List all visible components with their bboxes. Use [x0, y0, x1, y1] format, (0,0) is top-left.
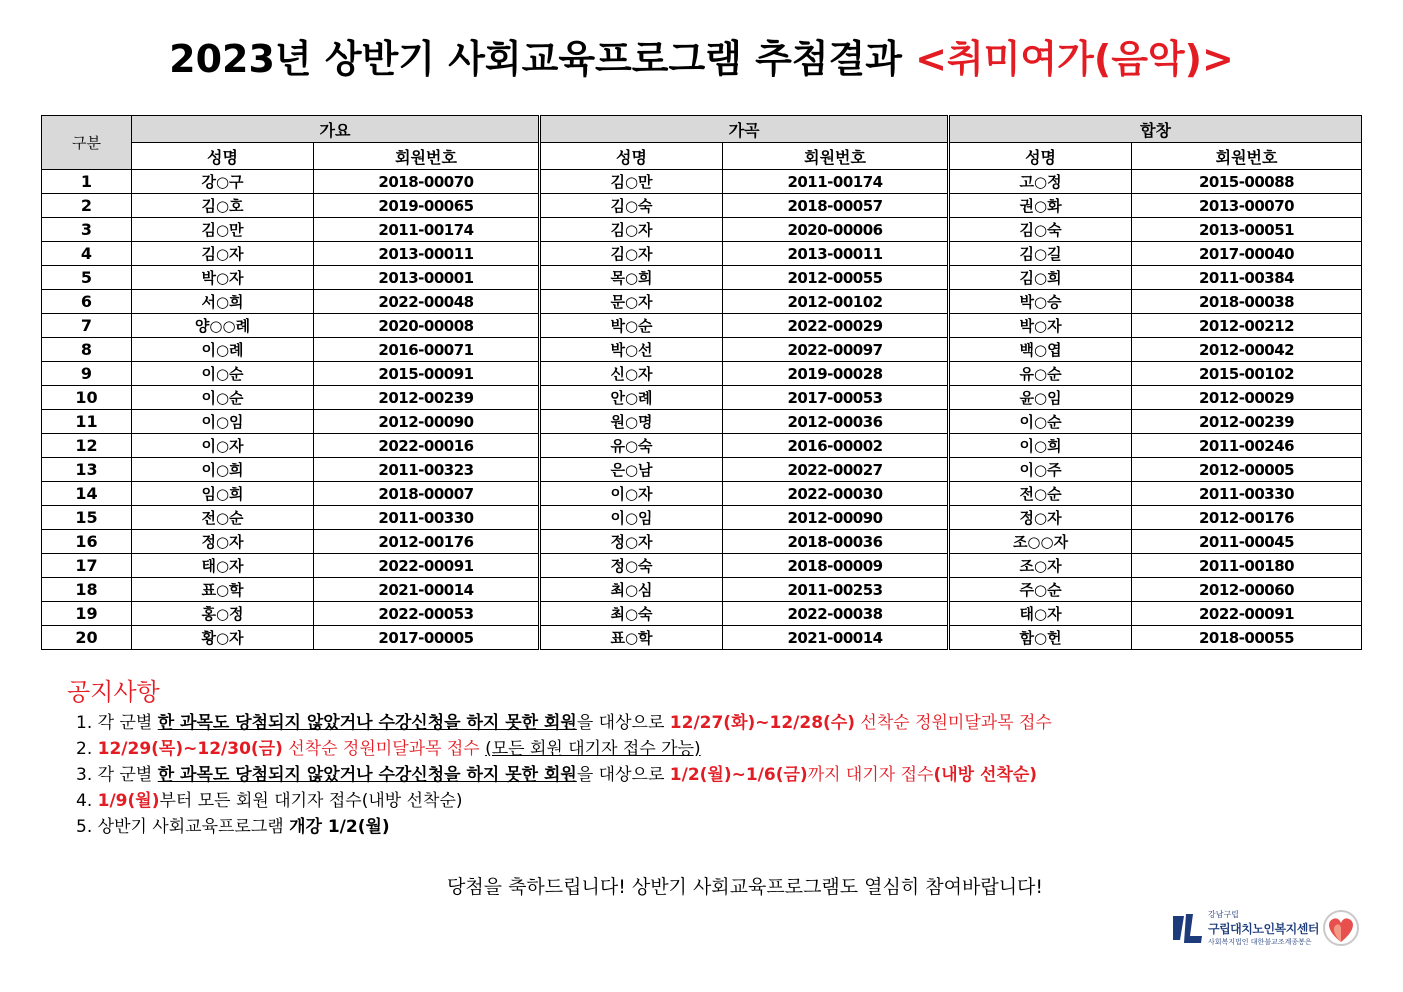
- gagok-member-no: 2018-00036: [723, 530, 949, 554]
- notice-number: 2.: [76, 739, 93, 759]
- gayo-member-no: 2019-00065: [314, 194, 540, 218]
- gagok-member-no: 2018-00057: [723, 194, 949, 218]
- heart-icon: [1320, 908, 1362, 948]
- notice-note: (모든 회원 대기자 접수 가능): [485, 739, 701, 759]
- hapchang-name: 유○순: [949, 362, 1132, 386]
- hapchang-member-no: 2011-00180: [1132, 554, 1362, 578]
- gagok-member-no: 2012-00102: [723, 290, 949, 314]
- gagok-member-no: 2021-00014: [723, 626, 949, 650]
- title-category: <취미여가(음악)>: [915, 37, 1234, 81]
- row-number: 13: [42, 458, 132, 482]
- table-row: [42, 266, 1362, 290]
- hapchang-member-no: 2015-00102: [1132, 362, 1362, 386]
- gagok-name: 최○숙: [540, 602, 723, 626]
- gagok-member-no: 2019-00028: [723, 362, 949, 386]
- gagok-member-no: 2012-00090: [723, 506, 949, 530]
- gayo-member-no: 2021-00014: [314, 578, 540, 602]
- hapchang-member-no: 2012-00212: [1132, 314, 1362, 338]
- hapchang-member-no: 2011-00384: [1132, 266, 1362, 290]
- hapchang-name: 이○순: [949, 410, 1132, 434]
- notice-date: 1/2(월)~1/6(금): [669, 765, 808, 785]
- notice-text: 을 대상으로: [576, 713, 670, 733]
- row-number: 10: [42, 386, 132, 410]
- gagok-member-no: 2022-00030: [723, 482, 949, 506]
- notice-emphasis: (내방 선착순): [933, 765, 1038, 785]
- row-number: 4: [42, 242, 132, 266]
- gayo-name: 강○구: [132, 170, 314, 194]
- row-number: 12: [42, 434, 132, 458]
- gayo-name: 전○순: [132, 506, 314, 530]
- table-row: [42, 554, 1362, 578]
- gayo-name: 정○자: [132, 530, 314, 554]
- hapchang-name: 태○자: [949, 602, 1132, 626]
- table-row: [42, 194, 1362, 218]
- gayo-name: 김○호: [132, 194, 314, 218]
- logo-mark-icon: [1170, 910, 1206, 948]
- hapchang-name: 김○숙: [949, 218, 1132, 242]
- notice-text: 각 군별: [97, 765, 158, 785]
- hapchang-member-no: 2017-00040: [1132, 242, 1362, 266]
- notice-item-3: [76, 762, 1052, 788]
- table-row: [42, 410, 1362, 434]
- row-number: 9: [42, 362, 132, 386]
- gayo-member-no: 2012-00239: [314, 386, 540, 410]
- table-row: [42, 314, 1362, 338]
- hapchang-name: 이○주: [949, 458, 1132, 482]
- group-header-hapchang: 합창: [949, 116, 1362, 143]
- gagok-name: 김○자: [540, 218, 723, 242]
- logo-district: 강남구립: [1208, 910, 1239, 919]
- notice-item-1: [76, 710, 1052, 736]
- table-row: [42, 626, 1362, 650]
- gayo-member-no: 2011-00323: [314, 458, 540, 482]
- results-body: [42, 170, 1362, 650]
- gagok-name: 이○자: [540, 482, 723, 506]
- hapchang-member-no: 2011-00045: [1132, 530, 1362, 554]
- hapchang-name: 권○화: [949, 194, 1132, 218]
- hapchang-member-no: 2012-00239: [1132, 410, 1362, 434]
- hapchang-member-no: 2013-00070: [1132, 194, 1362, 218]
- row-number: 6: [42, 290, 132, 314]
- gagok-name: 정○자: [540, 530, 723, 554]
- title-main: 2023년 상반기 사회교육프로그램 추첨결과: [169, 37, 902, 81]
- notice-title: 공지사항: [67, 678, 160, 706]
- gayo-member-no: 2013-00001: [314, 266, 540, 290]
- notice-text: 까지 대기자 접수: [807, 765, 934, 785]
- notice-number: 3.: [76, 765, 93, 785]
- table-row: [42, 578, 1362, 602]
- table-row: [42, 218, 1362, 242]
- table-row: [42, 482, 1362, 506]
- hapchang-member-no: 2012-00060: [1132, 578, 1362, 602]
- gagok-member-no: 2012-00055: [723, 266, 949, 290]
- gayo-name: 태○자: [132, 554, 314, 578]
- page-title: [0, 28, 1403, 83]
- gayo-member-no: 2022-00091: [314, 554, 540, 578]
- hapchang-name: 정○자: [949, 506, 1132, 530]
- gagok-name: 신○자: [540, 362, 723, 386]
- gayo-name: 박○자: [132, 266, 314, 290]
- gayo-name: 표○학: [132, 578, 314, 602]
- gayo-member-no: 2022-00053: [314, 602, 540, 626]
- notice-text: 부터 모든 회원 대기자 접수(내방 선착순): [159, 791, 463, 811]
- row-number: 15: [42, 506, 132, 530]
- notice-text: 을 대상으로: [576, 765, 670, 785]
- table-row: [42, 434, 1362, 458]
- gayo-name: 황○자: [132, 626, 314, 650]
- gayo-member-no: 2015-00091: [314, 362, 540, 386]
- gagok-name: 이○임: [540, 506, 723, 530]
- gagok-name: 표○학: [540, 626, 723, 650]
- gagok-member-no: 2022-00029: [723, 314, 949, 338]
- gagok-name: 박○순: [540, 314, 723, 338]
- gayo-member-no: 2012-00090: [314, 410, 540, 434]
- gagok-member-no: 2022-00097: [723, 338, 949, 362]
- hapchang-name: 조○○자: [949, 530, 1132, 554]
- logo-operator: 사회복지법인 대한불교조계종봉은: [1208, 938, 1312, 946]
- gayo-member-no: 2017-00005: [314, 626, 540, 650]
- notice-date: 12/27(화)~12/28(수): [669, 713, 855, 733]
- table-row: [42, 506, 1362, 530]
- gagok-name: 김○숙: [540, 194, 723, 218]
- notice-date: 1/9(월): [97, 791, 160, 811]
- hapchang-name: 백○엽: [949, 338, 1132, 362]
- row-number: 14: [42, 482, 132, 506]
- hapchang-member-no: 2022-00091: [1132, 602, 1362, 626]
- group-header-gayo: 가요: [132, 116, 540, 143]
- gayo-name: 김○자: [132, 242, 314, 266]
- gagok-member-no: 2011-00174: [723, 170, 949, 194]
- table-row: [42, 602, 1362, 626]
- row-number: 1: [42, 170, 132, 194]
- gagok-name: 김○자: [540, 242, 723, 266]
- notice-emphasis: 한 과목도 당첨되지 않았거나 수강신청을 하지 못한 회원: [157, 713, 577, 733]
- table-row: [42, 386, 1362, 410]
- gayo-name: 김○만: [132, 218, 314, 242]
- gayo-member-no: 2018-00070: [314, 170, 540, 194]
- gayo-member-no: 2020-00008: [314, 314, 540, 338]
- gagok-name: 은○남: [540, 458, 723, 482]
- gayo-member-no: 2022-00048: [314, 290, 540, 314]
- row-number: 19: [42, 602, 132, 626]
- col-header-member-no: 회원번호: [723, 143, 949, 170]
- notice-list: [76, 710, 1052, 840]
- notice-text: 각 군별: [97, 713, 158, 733]
- gayo-member-no: 2012-00176: [314, 530, 540, 554]
- gagok-member-no: 2018-00009: [723, 554, 949, 578]
- gagok-member-no: 2022-00038: [723, 602, 949, 626]
- closing-message: 당첨을 축하드립니다! 상반기 사회교육프로그램도 열심히 참여바랍니다!: [446, 876, 1044, 898]
- notice-text: 상반기 사회교육프로그램: [97, 817, 290, 837]
- table-row: [42, 338, 1362, 362]
- col-header-member-no: 회원번호: [1132, 143, 1362, 170]
- hapchang-name: 주○순: [949, 578, 1132, 602]
- hapchang-member-no: 2012-00005: [1132, 458, 1362, 482]
- row-number: 2: [42, 194, 132, 218]
- hapchang-name: 윤○임: [949, 386, 1132, 410]
- gagok-member-no: 2011-00253: [723, 578, 949, 602]
- gayo-member-no: 2016-00071: [314, 338, 540, 362]
- gagok-member-no: 2012-00036: [723, 410, 949, 434]
- hapchang-name: 박○자: [949, 314, 1132, 338]
- hapchang-name: 고○정: [949, 170, 1132, 194]
- col-header-name: 성명: [132, 143, 314, 170]
- row-number: 5: [42, 266, 132, 290]
- col-header-name: 성명: [540, 143, 723, 170]
- notice-text: 선착순 정원미달과목 접수: [855, 713, 1052, 733]
- gayo-member-no: 2013-00011: [314, 242, 540, 266]
- hapchang-member-no: 2011-00330: [1132, 482, 1362, 506]
- table-row: [42, 362, 1362, 386]
- hapchang-name: 김○희: [949, 266, 1132, 290]
- notice-number: 4.: [76, 791, 93, 811]
- gagok-member-no: 2017-00053: [723, 386, 949, 410]
- notice-item-5: [76, 814, 1052, 840]
- hapchang-member-no: 2013-00051: [1132, 218, 1362, 242]
- group-header-gagok: 가곡: [540, 116, 949, 143]
- notice-emphasis: 한 과목도 당첨되지 않았거나 수강신청을 하지 못한 회원: [157, 765, 577, 785]
- gayo-name: 홍○정: [132, 602, 314, 626]
- gayo-name: 이○임: [132, 410, 314, 434]
- col-header-member-no: 회원번호: [314, 143, 540, 170]
- hapchang-name: 이○희: [949, 434, 1132, 458]
- gagok-name: 원○명: [540, 410, 723, 434]
- hapchang-member-no: 2012-00042: [1132, 338, 1362, 362]
- gayo-name: 이○희: [132, 458, 314, 482]
- gayo-name: 이○자: [132, 434, 314, 458]
- gayo-member-no: 2022-00016: [314, 434, 540, 458]
- notice-item-2: [76, 736, 1052, 762]
- gayo-member-no: 2011-00330: [314, 506, 540, 530]
- notice-date: 12/29(목)~12/30(금): [97, 739, 283, 759]
- gagok-name: 최○심: [540, 578, 723, 602]
- table-row: [42, 170, 1362, 194]
- gagok-member-no: 2022-00027: [723, 458, 949, 482]
- gagok-name: 유○숙: [540, 434, 723, 458]
- header-gubun: 구분: [42, 116, 132, 170]
- row-number: 11: [42, 410, 132, 434]
- gayo-member-no: 2011-00174: [314, 218, 540, 242]
- logo-name: 구립대치노인복지센터: [1208, 922, 1319, 936]
- row-number: 20: [42, 626, 132, 650]
- center-logo: [1170, 906, 1365, 950]
- gagok-name: 김○만: [540, 170, 723, 194]
- hapchang-member-no: 2012-00029: [1132, 386, 1362, 410]
- gayo-name: 임○희: [132, 482, 314, 506]
- table-row: [42, 458, 1362, 482]
- gayo-name: 이○례: [132, 338, 314, 362]
- row-number: 16: [42, 530, 132, 554]
- notice-text: 선착순 정원미달과목 접수: [282, 739, 480, 759]
- gayo-member-no: 2018-00007: [314, 482, 540, 506]
- table-row: [42, 530, 1362, 554]
- row-number: 17: [42, 554, 132, 578]
- hapchang-name: 전○순: [949, 482, 1132, 506]
- col-header-name: 성명: [949, 143, 1132, 170]
- table-row: [42, 290, 1362, 314]
- gayo-name: 서○희: [132, 290, 314, 314]
- hapchang-member-no: 2018-00038: [1132, 290, 1362, 314]
- gagok-name: 안○례: [540, 386, 723, 410]
- hapchang-name: 함○헌: [949, 626, 1132, 650]
- row-number: 7: [42, 314, 132, 338]
- hapchang-name: 박○승: [949, 290, 1132, 314]
- hapchang-member-no: 2015-00088: [1132, 170, 1362, 194]
- table-row: [42, 242, 1362, 266]
- notice-number: 1.: [76, 713, 93, 733]
- hapchang-name: 김○길: [949, 242, 1132, 266]
- row-number: 18: [42, 578, 132, 602]
- gayo-name: 이○순: [132, 386, 314, 410]
- gayo-name: 양○○례: [132, 314, 314, 338]
- gagok-name: 목○희: [540, 266, 723, 290]
- hapchang-member-no: 2012-00176: [1132, 506, 1362, 530]
- gagok-name: 박○선: [540, 338, 723, 362]
- gagok-member-no: 2016-00002: [723, 434, 949, 458]
- row-number: 8: [42, 338, 132, 362]
- gayo-name: 이○순: [132, 362, 314, 386]
- notice-number: 5.: [76, 817, 93, 837]
- row-number: 3: [42, 218, 132, 242]
- gagok-name: 정○숙: [540, 554, 723, 578]
- lottery-results-table: [41, 115, 1362, 650]
- hapchang-member-no: 2018-00055: [1132, 626, 1362, 650]
- hapchang-member-no: 2011-00246: [1132, 434, 1362, 458]
- gagok-member-no: 2020-00006: [723, 218, 949, 242]
- hapchang-name: 조○자: [949, 554, 1132, 578]
- gagok-name: 문○자: [540, 290, 723, 314]
- notice-item-4: [76, 788, 1052, 814]
- gagok-member-no: 2013-00011: [723, 242, 949, 266]
- notice-emphasis: 개강 1/2(월): [289, 817, 390, 837]
